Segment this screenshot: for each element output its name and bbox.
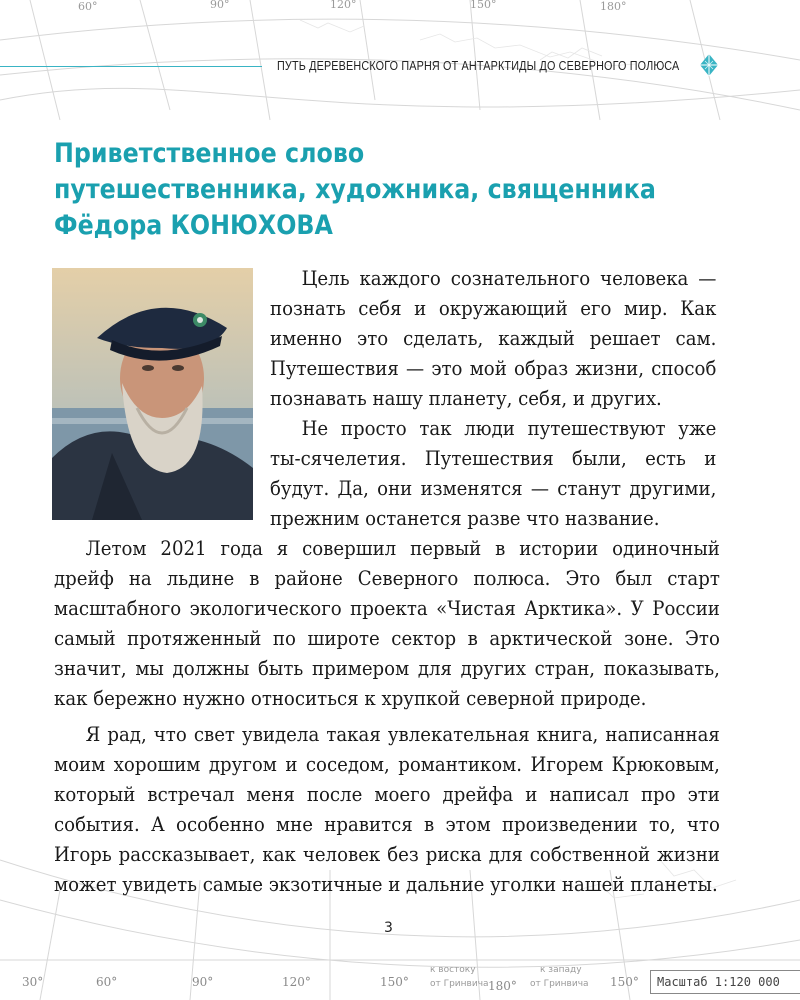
- map-label: к западу: [540, 965, 582, 975]
- map-label: от Гринвича: [430, 979, 489, 989]
- intro-text: [270, 264, 716, 534]
- page-title: [54, 136, 656, 244]
- title-line: путешественника, художника, священника: [54, 174, 656, 205]
- map-label: 150°: [380, 975, 409, 989]
- map-label: 150°: [470, 0, 497, 11]
- title-line: Приветственное слово: [54, 138, 365, 169]
- map-label: 150°: [610, 975, 639, 989]
- map-label: 60°: [96, 975, 118, 989]
- map-label: от Гринвича: [530, 979, 589, 989]
- map-label: 60°: [78, 0, 98, 13]
- body-text: [54, 534, 720, 900]
- running-head: [0, 52, 800, 82]
- page-number: 3: [384, 920, 393, 936]
- paragraph: Я рад, что свет увидела такая увлекательная книга, написанная моим хорошим другом и соседом, романтиком. Игорем Крюковым, который встречал меня после моего дрейфа и написал про эти события. А особенно мне нравится в этом произведении то, что Игорь рассказывает, как человек без риска для собственной жизни может увидеть самые экзотичные и дальние уголки нашей планеты.: [54, 723, 720, 896]
- map-label: 180°: [600, 0, 627, 13]
- paragraph: Летом 2021 года я совершил первый в истории одиночный дрейф на льдине в районе Северного полюса. Это был старт масштабного экологического проекта «Чистая Арктика». У России самый протяженный по широте сектор в арктической зоне. Это значит, мы должны быть примером для других стран, показывать, как бережно нужно относиться к хрупкой северной природе.: [54, 537, 720, 710]
- map-label: 90°: [210, 0, 230, 11]
- paragraph: Не просто так люди путешествуют уже ты-сячелетия. Путешествия были, есть и будут. Да, они изменятся — станут другими, прежним останется разве что название.: [270, 417, 717, 530]
- title-line: Фёдора КОНЮХОВА: [54, 210, 333, 241]
- map-scale-label: Масштаб 1:120 000: [650, 970, 800, 994]
- portrait-illustration: [52, 268, 253, 520]
- running-head-title: ПУТЬ ДЕРЕВЕНСКОГО ПАРНЯ ОТ АНТАРКТИДЫ ДО СЕВЕРНОГО ПОЛЮСА: [277, 58, 680, 73]
- map-label: 90°: [192, 975, 214, 989]
- map-label: к востоку: [430, 965, 476, 975]
- compass-logo-icon: [696, 52, 722, 78]
- map-label: 120°: [282, 975, 311, 989]
- portrait-photo: [52, 268, 253, 520]
- paragraph: Цель каждого сознательного человека — познать себя и окружающий его мир. Как именно это сделать, каждый решает сам. Путешествия — это мой образ жизни, способ познавать нашу планету, себя, и других.: [270, 267, 717, 410]
- map-label: 30°: [22, 975, 44, 989]
- running-head-rule: [0, 66, 262, 67]
- map-label: 180°: [488, 979, 517, 993]
- map-label: 120°: [330, 0, 357, 11]
